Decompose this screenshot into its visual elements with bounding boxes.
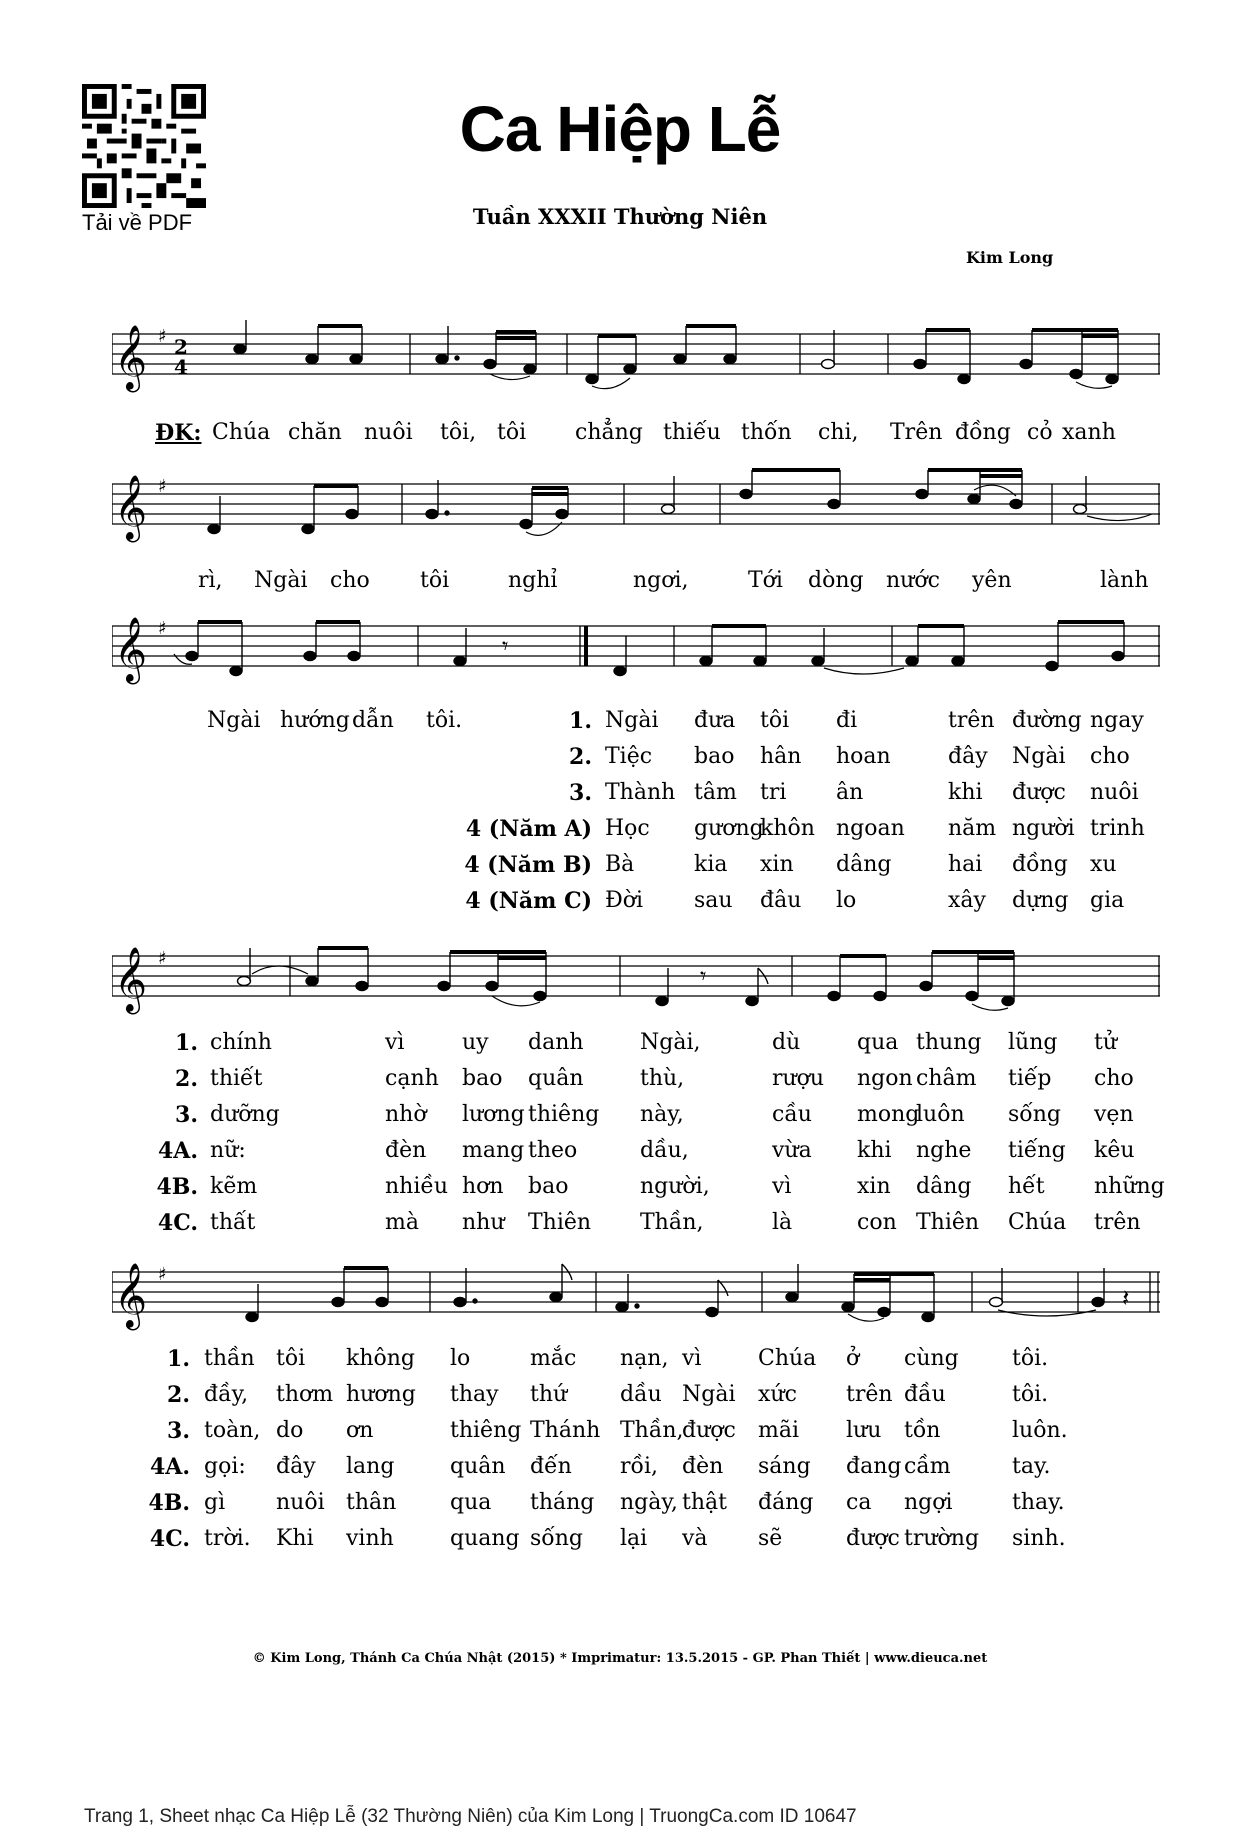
lyric-word: tâm	[694, 780, 737, 805]
lyric-word: lo	[836, 888, 857, 913]
lyric-word: rì,	[198, 568, 223, 593]
lyric-word: hương	[346, 1382, 416, 1407]
verse-label: 2.	[569, 744, 592, 770]
lyric-word: tôi.	[426, 708, 463, 733]
lyric-word: đến	[530, 1454, 572, 1479]
lyric-word: theo	[528, 1138, 578, 1163]
lyric-word: xức	[758, 1382, 797, 1407]
treble-clef-icon: 𝄞	[114, 475, 148, 540]
lyric-word: qua	[857, 1030, 899, 1055]
lyric-word: đường	[1012, 708, 1082, 733]
lyric-word: thay.	[1012, 1490, 1065, 1515]
lyric-word: hân	[760, 744, 802, 769]
lyric-word: tay.	[1012, 1454, 1051, 1479]
lyric-word: tôi	[420, 568, 450, 593]
lyric-word: lưu	[846, 1418, 882, 1443]
lyric-word: nghe	[916, 1138, 972, 1163]
verse-label: 4 (Năm B)	[464, 852, 592, 878]
lyric-word: cho	[1090, 744, 1130, 769]
lyric-word: trời.	[204, 1526, 251, 1551]
lyric-word: được	[846, 1526, 900, 1551]
lyric-word: Thần,	[620, 1418, 684, 1443]
lyric-word: ngon	[857, 1066, 913, 1091]
lyric-word: Thần,	[640, 1210, 704, 1235]
verse-label: 3.	[569, 780, 592, 806]
verse-label: 4B.	[156, 1174, 198, 1200]
lyric-word: nhờ	[385, 1102, 427, 1127]
lyric-word: hết	[1008, 1174, 1045, 1199]
copyright-notice: © Kim Long, Thánh Ca Chúa Nhật (2015) * Imprimatur: 13.5.2015 - GP. Phan Thiết | www.dieuca.net	[252, 1651, 988, 1666]
verse-label: 3.	[167, 1418, 190, 1444]
verse-label: 1.	[175, 1030, 198, 1056]
lyric-word: Tới	[748, 568, 783, 593]
lyric-word: Trên	[890, 420, 943, 445]
lyric-word: rồi,	[620, 1454, 659, 1479]
lyric-word: như	[462, 1210, 505, 1235]
lyric-word: gọi:	[204, 1454, 246, 1479]
lyric-word: gì	[204, 1490, 226, 1515]
lyric-word: dâng	[836, 852, 892, 877]
lyric-word: chẳng	[575, 420, 643, 445]
lyric-word: lang	[346, 1454, 395, 1479]
lyric-word: ngoan	[836, 816, 905, 841]
lyric-word: cùng	[904, 1346, 959, 1371]
lyric-word: hướng	[280, 708, 350, 733]
lyric-word: toàn,	[204, 1418, 261, 1443]
download-pdf-link[interactable]: Tải về PDF	[82, 210, 193, 235]
lyric-word: xây	[948, 888, 986, 913]
lyric-word: bao	[694, 744, 735, 769]
lyric-word: này,	[640, 1102, 684, 1127]
lyric-word: mang	[462, 1138, 525, 1163]
lyric-word: Ngài	[682, 1382, 736, 1407]
lyric-word: tôi	[760, 708, 790, 733]
lyric-word: trên	[846, 1382, 893, 1407]
lyric-word: chính	[210, 1030, 272, 1055]
rest-icon: 𝄾	[700, 962, 707, 990]
lyric-word: sẽ	[758, 1526, 783, 1551]
lyric-word: lũng	[1008, 1030, 1058, 1055]
lyric-word: vì	[385, 1030, 405, 1055]
lyric-word: dầu,	[640, 1138, 689, 1163]
lyric-word: Thánh	[530, 1418, 601, 1443]
lyric-word: thù,	[640, 1066, 685, 1091]
lyric-word: dù	[772, 1030, 801, 1055]
lyric-word: Ngài	[605, 708, 659, 733]
lyric-word: tiếng	[1008, 1138, 1066, 1163]
lyric-word: thứ	[530, 1382, 568, 1407]
lyric-word: vì	[772, 1174, 792, 1199]
lyric-word: trên	[948, 708, 995, 733]
key-signature-sharp-icon: ♯	[158, 948, 167, 969]
lyric-word: uy	[462, 1030, 489, 1055]
lyric-word: dầu	[620, 1382, 662, 1407]
lyric-word: thiếu	[663, 420, 721, 445]
lyric-word: thốn	[741, 420, 792, 445]
lyric-word: con	[857, 1210, 897, 1235]
verse-label: 4 (Năm C)	[465, 888, 592, 914]
lyric-word: đâu	[760, 888, 802, 913]
music-staff-1	[112, 318, 1160, 398]
lyric-word: cỏ	[1027, 420, 1053, 445]
lyric-word: dâng	[916, 1174, 972, 1199]
lyric-word: sống	[1008, 1102, 1062, 1127]
lyric-word: thung	[916, 1030, 982, 1055]
lyric-word: nuôi	[1090, 780, 1139, 805]
lyric-word: Khi	[276, 1526, 314, 1551]
lyric-word: đưa	[694, 708, 736, 733]
key-signature-sharp-icon: ♯	[158, 618, 167, 639]
lyric-word: rượu	[772, 1066, 825, 1091]
lyric-word: quân	[450, 1454, 506, 1479]
lyric-word: nữ:	[210, 1138, 246, 1163]
lyric-word: ca	[846, 1490, 872, 1515]
lyric-word: hai	[948, 852, 983, 877]
page-footer: Trang 1, Sheet nhạc Ca Hiệp Lễ (32 Thường Niên) của Kim Long | TruongCa.com ID 10647	[84, 1806, 857, 1827]
lyric-word: được	[682, 1418, 736, 1443]
lyric-word: và	[682, 1526, 708, 1551]
lyric-word: Thành	[605, 780, 676, 805]
rest-icon: 𝄽	[1122, 1284, 1130, 1312]
lyric-word: Ngài	[254, 568, 308, 593]
lyric-word: bao	[462, 1066, 503, 1091]
treble-clef-icon: 𝄞	[114, 1263, 148, 1328]
time-signature-bottom: 4	[174, 355, 188, 379]
lyric-word: ngợi	[904, 1490, 953, 1515]
lyric-word: sáng	[758, 1454, 811, 1479]
lyric-word: tôi	[497, 420, 527, 445]
lyric-word: mong	[857, 1102, 920, 1127]
lyric-word: tháng	[530, 1490, 595, 1515]
lyric-word: khi	[948, 780, 983, 805]
lyric-word: không	[346, 1346, 415, 1371]
lyric-word: trên	[1094, 1210, 1141, 1235]
lyric-word: là	[772, 1210, 793, 1235]
lyric-word: mãi	[758, 1418, 800, 1443]
treble-clef-icon: 𝄞	[114, 325, 148, 390]
verse-label: 1.	[167, 1346, 190, 1372]
lyric-word: bao	[528, 1174, 569, 1199]
lyric-word: đáng	[758, 1490, 814, 1515]
lyric-word: vẹn	[1094, 1102, 1134, 1127]
lyric-word: Chúa	[758, 1346, 817, 1371]
lyric-word: khôn	[760, 816, 815, 841]
lyric-word: cầm	[904, 1454, 951, 1479]
lyric-word: đi	[836, 708, 858, 733]
lyric-word: luôn	[916, 1102, 965, 1127]
lyric-word: tôi	[276, 1346, 306, 1371]
lyric-word: thiết	[210, 1066, 263, 1091]
lyric-word: vừa	[772, 1138, 812, 1163]
lyric-word: do	[276, 1418, 304, 1443]
lyric-line-1	[155, 420, 201, 446]
lyric-word: tri	[760, 780, 787, 805]
lyric-word: xin	[857, 1174, 891, 1199]
lyric-word: Ngài,	[640, 1030, 701, 1055]
lyric-word: người	[1012, 816, 1075, 841]
lyric-word: kia	[694, 852, 728, 877]
lyric-word: tiếp	[1008, 1066, 1052, 1091]
lyric-word: đang	[846, 1454, 902, 1479]
lyric-word: Thiên	[916, 1210, 980, 1235]
lyric-word: đây	[276, 1454, 316, 1479]
lyric-word: Ngài	[1012, 744, 1066, 769]
lyric-word: dưỡng	[210, 1102, 280, 1127]
verse-label: 4B.	[148, 1490, 190, 1516]
lyric-word: khi	[857, 1138, 892, 1163]
lyric-word: gương	[694, 816, 764, 841]
lyric-word: được	[1012, 780, 1066, 805]
lyric-word: dựng	[1012, 888, 1069, 913]
lyric-word: yên	[972, 568, 1012, 593]
music-staff-5	[112, 1256, 1160, 1336]
lyric-word: dẫn	[352, 708, 394, 733]
lyric-word: tử	[1094, 1030, 1118, 1055]
key-signature-sharp-icon: ♯	[158, 1264, 167, 1285]
lyric-word: Chúa	[212, 420, 271, 445]
lyric-word: nước	[886, 568, 940, 593]
lyric-word: thất	[210, 1210, 256, 1235]
lyric-word: châm	[916, 1066, 977, 1091]
lyric-word: lo	[450, 1346, 471, 1371]
lyric-word: chăn	[288, 420, 342, 445]
lyric-word: trường	[904, 1526, 980, 1551]
lyric-word: mà	[385, 1210, 419, 1235]
lyric-word: nuôi	[276, 1490, 325, 1515]
lyric-word: chi,	[818, 420, 859, 445]
lyric-word: Ngài	[207, 708, 261, 733]
lyric-word: đây	[948, 744, 988, 769]
lyric-word: ân	[836, 780, 864, 805]
lyric-word: tôi.	[1012, 1346, 1049, 1371]
lyric-word: xanh	[1062, 420, 1116, 445]
lyric-word: thần	[204, 1346, 255, 1371]
verse-label: 2.	[167, 1382, 190, 1408]
verse-label: 4A.	[157, 1138, 198, 1164]
lyric-word: lành	[1100, 568, 1149, 593]
lyric-word: thiêng	[528, 1102, 600, 1127]
lyric-word: đầy,	[204, 1382, 249, 1407]
lyric-word: ở	[846, 1346, 860, 1371]
lyric-word: Đời	[605, 888, 644, 913]
lyric-word: nghỉ	[508, 568, 558, 593]
verse-label: 4A.	[149, 1454, 190, 1480]
lyric-word: xin	[760, 852, 794, 877]
lyric-word: vinh	[346, 1526, 394, 1551]
verse-label: 1.	[569, 708, 592, 734]
lyric-word: thân	[346, 1490, 397, 1515]
lyric-word: trinh	[1090, 816, 1145, 841]
song-subtitle: Tuần XXXII Thường Niên	[472, 204, 768, 229]
lyric-word: nuôi	[364, 420, 413, 445]
lyric-word: kêu	[1094, 1138, 1135, 1163]
key-signature-sharp-icon: ♯	[158, 476, 167, 497]
verse-label: 2.	[175, 1066, 198, 1092]
lyric-word: hơn	[462, 1174, 504, 1199]
time-signature-top: 2	[174, 335, 188, 359]
lyric-word: Thiên	[528, 1210, 592, 1235]
lyric-word: nạn,	[620, 1346, 669, 1371]
lyric-word: quân	[528, 1066, 584, 1091]
lyric-word: ngơi,	[633, 568, 689, 593]
lyric-word: đèn	[682, 1454, 724, 1479]
lyric-word: quang	[450, 1526, 520, 1551]
lyric-word: dòng	[808, 568, 864, 593]
lyric-word: ơn	[346, 1418, 374, 1443]
lyric-word: danh	[528, 1030, 584, 1055]
lyric-word: sống	[530, 1526, 584, 1551]
lyric-word: cho	[1094, 1066, 1134, 1091]
lyric-word: sau	[694, 888, 733, 913]
lyric-word: nhiều	[385, 1174, 449, 1199]
lyric-word: đồng	[955, 420, 1011, 445]
verse-label: 4C.	[157, 1210, 198, 1236]
lyric-word: hoan	[836, 744, 891, 769]
lyric-word: luôn.	[1012, 1418, 1068, 1443]
treble-clef-icon: 𝄞	[114, 947, 148, 1012]
lyric-word: thiêng	[450, 1418, 522, 1443]
lyric-word: xu	[1090, 852, 1117, 877]
lyric-word: lại	[620, 1526, 648, 1551]
lyric-word: đầu	[904, 1382, 946, 1407]
lyric-word: đồng	[1012, 852, 1068, 877]
treble-clef-icon: 𝄞	[114, 617, 148, 682]
lyric-word: thay	[450, 1382, 499, 1407]
lyric-word: qua	[450, 1490, 492, 1515]
song-title: Ca Hiệp Lễ	[459, 93, 781, 165]
music-staff-3	[112, 610, 1160, 690]
lyric-word: người,	[640, 1174, 710, 1199]
lyric-word: sinh.	[1012, 1526, 1066, 1551]
lyric-word: cạnh	[385, 1066, 439, 1091]
lyric-word: năm	[948, 816, 997, 841]
lyric-word: Chúa	[1008, 1210, 1067, 1235]
music-staff-2	[112, 468, 1160, 548]
verse-label: 4C.	[149, 1526, 190, 1552]
lyric-word: kẽm	[210, 1174, 258, 1199]
verse-label: 3.	[175, 1102, 198, 1128]
lyric-word: gia	[1090, 888, 1125, 913]
lyric-word: những	[1094, 1174, 1165, 1199]
lyric-word: tồn	[904, 1418, 941, 1443]
lyric-word: cầu	[772, 1102, 812, 1127]
chorus-label: ĐK:	[155, 420, 202, 446]
lyric-word: Học	[605, 816, 650, 841]
composer-name: Kim Long	[966, 248, 1054, 267]
music-staff-4	[112, 940, 1160, 1020]
lyric-word: Tiệc	[605, 744, 653, 769]
lyric-word: cho	[330, 568, 370, 593]
key-signature-sharp-icon: ♯	[158, 326, 167, 347]
lyric-word: lương	[462, 1102, 525, 1127]
lyric-word: tôi,	[440, 420, 477, 445]
lyric-word: vì	[682, 1346, 702, 1371]
lyric-word: đèn	[385, 1138, 427, 1163]
lyric-word: tôi.	[1012, 1382, 1049, 1407]
rest-icon: 𝄾	[502, 632, 509, 660]
lyric-word: mắc	[530, 1346, 577, 1371]
lyric-word: Bà	[605, 852, 635, 877]
lyric-word: thơm	[276, 1382, 334, 1407]
lyric-word: ngay	[1090, 708, 1144, 733]
lyric-word: ngày,	[620, 1490, 678, 1515]
verse-label: 4 (Năm A)	[465, 816, 592, 842]
lyric-word: thật	[682, 1490, 727, 1515]
